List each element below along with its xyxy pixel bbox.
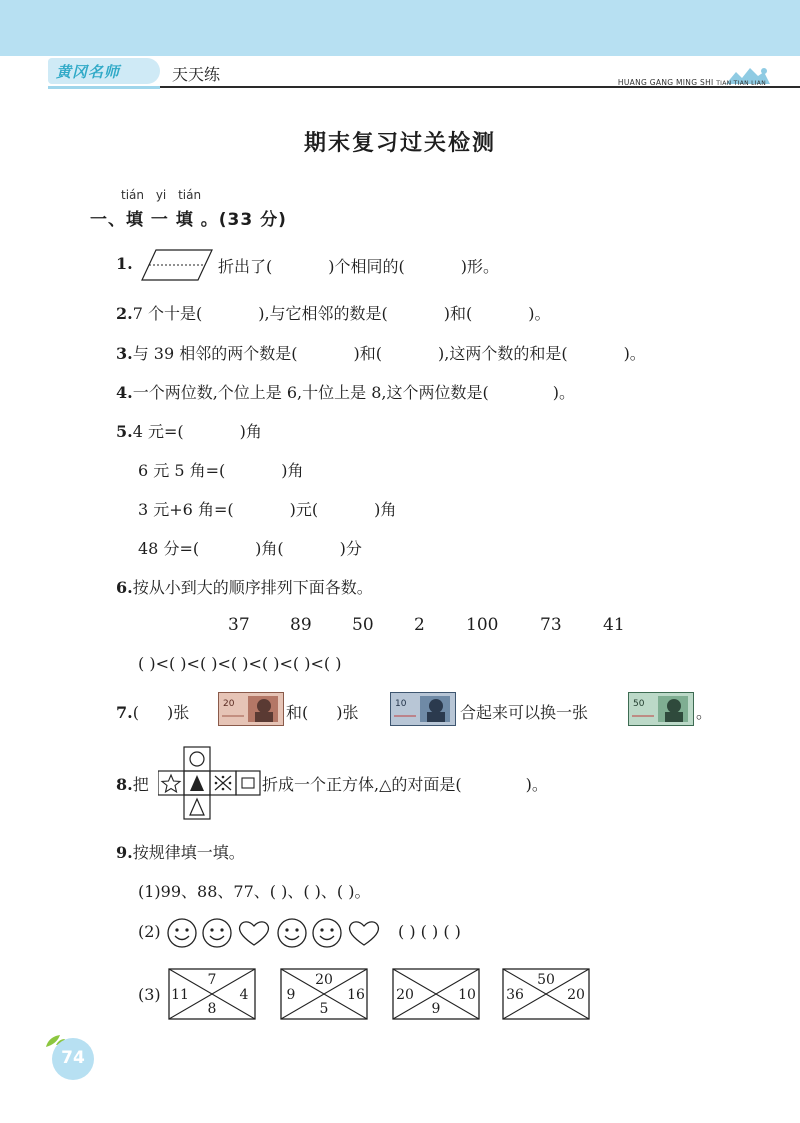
- smiley-face-icon: [276, 917, 308, 949]
- q6-text: 按从小到大的顺序排列下面各数。: [132, 578, 373, 597]
- envelope-bottom: 8: [207, 1001, 217, 1017]
- q3-text-d: )。: [623, 344, 646, 363]
- q8-text-c: )。: [525, 775, 548, 794]
- question-9: [116, 840, 245, 863]
- question-7-end: [696, 700, 712, 723]
- question-7-b: [286, 700, 359, 723]
- banknote-20-icon: [218, 692, 284, 726]
- question-1-text: [218, 254, 499, 277]
- q7-text-a: (: [132, 703, 139, 722]
- q5-l3-b: )元(: [289, 500, 319, 519]
- section-pinyin: tián yi tián: [121, 188, 202, 202]
- number-item: 37: [228, 615, 250, 635]
- section-heading: 一、填 一 填 。(33 分): [90, 210, 287, 230]
- question-number: 8.: [116, 775, 133, 794]
- question-5-line-2: [138, 458, 304, 481]
- envelope-right: 10: [458, 987, 476, 1003]
- banknote-value: 10: [395, 699, 407, 709]
- number-envelope: [502, 968, 590, 1020]
- question-7-c: [460, 700, 588, 723]
- q5-l1-a: 4 元=(: [132, 422, 184, 441]
- brand-pinyin-main: HUANG GANG MING SHI: [617, 78, 714, 87]
- envelope-top: 20: [315, 972, 333, 988]
- number-item: 50: [352, 615, 374, 635]
- heart-icon: [346, 917, 382, 949]
- q5-l3-a: 3 元+6 角=(: [138, 500, 234, 519]
- question-8-b: [262, 772, 548, 795]
- q9-text: 按规律填一填。: [132, 843, 245, 862]
- smiley-face-icon: [311, 917, 343, 949]
- question-1: [116, 254, 133, 273]
- envelope-right: 20: [567, 987, 585, 1003]
- q5-l4-c: )分: [339, 539, 362, 558]
- q5-l1-b: )角: [239, 422, 262, 441]
- question-5-line-1: [116, 419, 262, 442]
- number-item: 73: [540, 615, 562, 635]
- envelope-top: 50: [537, 972, 555, 988]
- number-item: 89: [290, 615, 312, 635]
- q4-text-a: 一个两位数,个位上是 6,十位上是 8,这个两位数是(: [132, 383, 489, 402]
- question-number: 7.: [116, 703, 133, 722]
- q5-l2-a: 6 元 5 角=(: [138, 461, 226, 480]
- question-2: [116, 301, 551, 324]
- smiley-face-icon: [166, 917, 198, 949]
- q7-text-d: )张: [336, 703, 359, 722]
- q5-l3-c: )角: [374, 500, 397, 519]
- number-item: 2: [414, 615, 425, 635]
- q2-text-b: ),与它相邻的数是(: [258, 304, 388, 323]
- pattern-3-label: (3): [138, 985, 161, 1004]
- number-envelope: [168, 968, 256, 1020]
- question-6: [116, 575, 373, 598]
- q7-text-b: )张: [166, 703, 190, 722]
- comparison-chain[interactable]: ( )<( )<( )<( )<( )<( )<( ): [138, 654, 342, 673]
- q2-text-d: )。: [528, 304, 551, 323]
- q7-text-f: 。: [696, 703, 713, 722]
- q1-text-a: 折出了(: [218, 257, 273, 276]
- header-rule-accent: [48, 86, 160, 89]
- q1-text-b: )个相同的(: [328, 257, 405, 276]
- pattern-2-label: (2): [138, 922, 161, 941]
- banknote-value: 20: [223, 699, 235, 709]
- question-4: [116, 380, 575, 403]
- q7-text-e: 合起来可以换一张: [460, 703, 589, 722]
- pattern-2-blanks[interactable]: ( ) ( ) ( ): [398, 922, 461, 941]
- envelope-left: 9: [286, 987, 296, 1003]
- question-7-a: [116, 700, 189, 723]
- series-name: 天天练: [172, 65, 221, 84]
- q8-text-b: 折成一个正方体,△的对面是(: [262, 775, 462, 794]
- q4-text-b: )。: [552, 383, 575, 402]
- banknote-value: 50: [633, 699, 645, 709]
- q5-l2-b: )角: [281, 461, 304, 480]
- envelope-right: 4: [239, 987, 249, 1003]
- heart-icon: [236, 917, 272, 949]
- banknote-50-icon: [628, 692, 694, 726]
- q5-l4-a: 48 分=(: [138, 539, 200, 558]
- question-5-line-3: [138, 497, 396, 520]
- smiley-face-icon: [201, 917, 233, 949]
- question-5-line-4: [138, 536, 362, 559]
- folded-parallelogram-icon: [140, 248, 214, 282]
- question-number: 6.: [116, 578, 133, 597]
- question-number: 5.: [116, 422, 133, 441]
- question-3: [116, 341, 646, 364]
- brand-pinyin: [618, 78, 766, 87]
- q5-l4-b: )角(: [255, 539, 284, 558]
- question-number: 4.: [116, 383, 133, 402]
- page-number: 74: [61, 1048, 85, 1068]
- q3-text-c: ),这两个数的和是(: [437, 344, 568, 363]
- question-number: 2.: [116, 304, 133, 323]
- envelope-left: 36: [506, 987, 524, 1003]
- number-envelope: [280, 968, 368, 1020]
- q2-text-c: )和(: [443, 304, 473, 323]
- q3-text-b: )和(: [353, 344, 382, 363]
- envelope-bottom: 5: [319, 1001, 329, 1017]
- page-title: 期末复习过关检测: [303, 131, 496, 156]
- brand-logo: 黄冈名师: [56, 63, 121, 81]
- q3-text-a: 与 39 相邻的两个数是(: [132, 344, 298, 363]
- q8-text-a: 把: [132, 775, 149, 794]
- question-number: 9.: [116, 843, 133, 862]
- envelope-left: 11: [171, 987, 189, 1003]
- envelope-left: 20: [396, 987, 414, 1003]
- envelope-top: 7: [207, 972, 217, 988]
- number-item: 100: [466, 615, 499, 635]
- pattern-1[interactable]: (1)99、88、77、( )、( )、( )。: [138, 882, 371, 901]
- cube-net-icon: [158, 746, 262, 822]
- number-item: 41: [603, 615, 625, 635]
- brand-pinyin-sub: TIAN TIAN LIAN: [716, 80, 766, 87]
- envelope-right: 16: [347, 987, 365, 1003]
- envelope-bottom: 9: [431, 1001, 441, 1017]
- question-number: 1.: [116, 254, 133, 273]
- question-8-a: [116, 772, 149, 795]
- header-band: [0, 0, 800, 56]
- banknote-10-icon: [390, 692, 456, 726]
- q7-text-c: 和(: [286, 703, 309, 722]
- q1-text-c: )形。: [460, 257, 499, 276]
- question-number: 3.: [116, 344, 133, 363]
- number-envelope: [392, 968, 480, 1020]
- q2-text-a: 7 个十是(: [132, 304, 203, 323]
